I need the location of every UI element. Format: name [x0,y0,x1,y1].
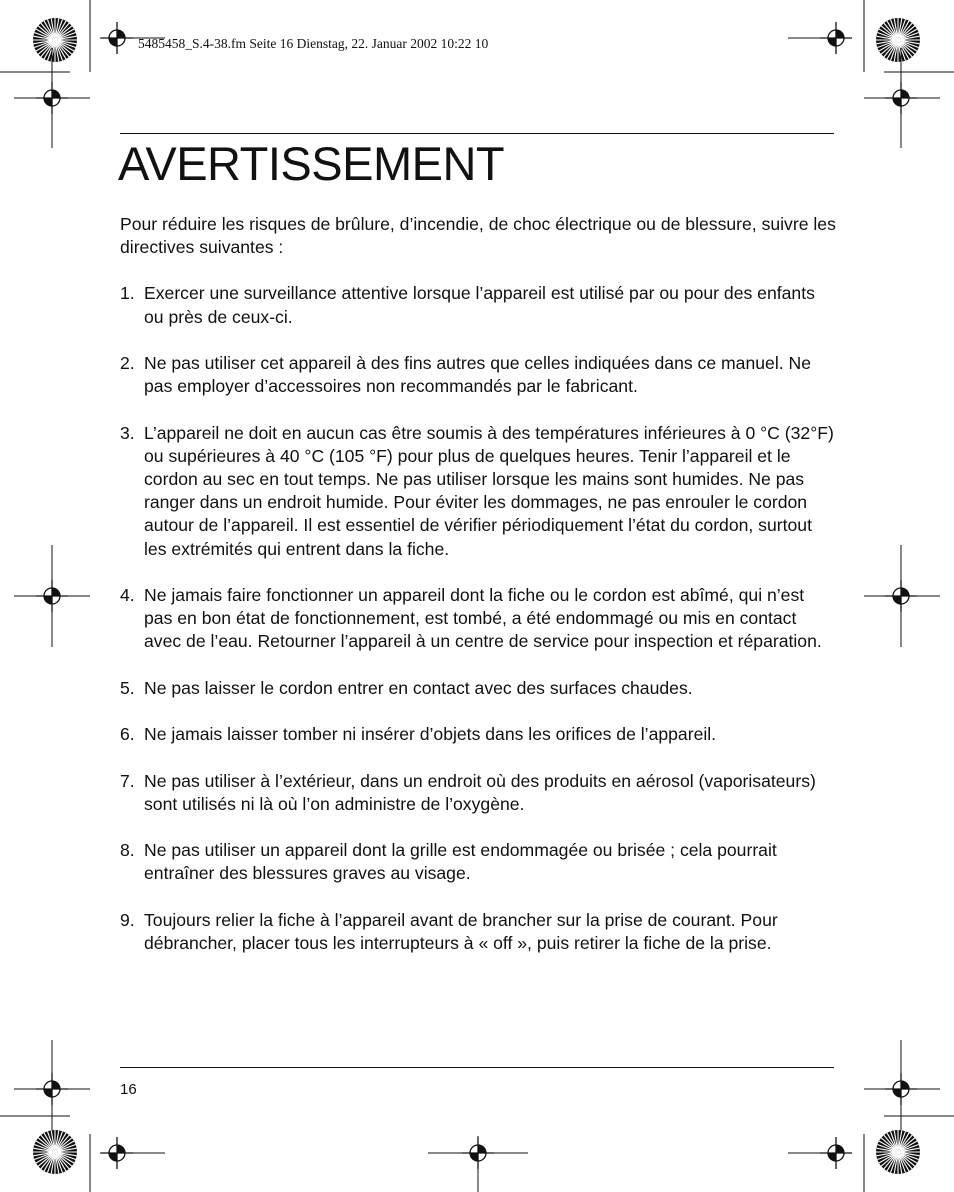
list-item [120,677,836,700]
item-number: 8. [120,840,135,861]
item-number: 1. [120,283,135,304]
list-item [120,839,836,885]
list-item [120,422,836,561]
bottom-rule [120,1067,834,1068]
list-item [120,909,836,955]
top-rule [120,133,834,134]
list-item [120,584,836,654]
item-text: Ne pas laisser le cordon entrer en contact avec des surfaces chaudes. [144,677,693,698]
item-text: Toujours relier la fiche à l’appareil avant de brancher sur la prise de courant. Pour débrancher, placer tous les interrupteurs à « off », puis retirer la fiche de la prise. [144,909,778,953]
starburst-calibration-icon [876,18,920,62]
item-text: Exercer une surveillance attentive lorsque l’appareil est utilisé par ou pour des enfants ou près de ceux-ci. [144,283,815,327]
warning-content [120,213,836,978]
item-text: Ne jamais laisser tomber ni insérer d’objets dans les orifices de l’appareil. [144,724,717,745]
warning-list [120,282,836,955]
page-title: AVERTISSEMENT [118,137,505,190]
list-item [120,282,836,328]
item-number: 2. [120,353,135,373]
item-text: Ne pas utiliser à l’extérieur, dans un endroit où des produits en aérosol (vaporisateurs) sont utilisés ni là où l’on administre de l’oxygène. [144,770,816,814]
starburst-calibration-icon [876,1130,920,1174]
item-text: Ne pas utiliser un appareil dont la grille est endommagée ou brisée ; cela pourrait entraîner des blessures graves au visage. [144,840,777,884]
item-number: 3. [120,422,135,443]
starburst-calibration-icon [33,1130,77,1174]
list-item [120,723,836,746]
item-text: Ne jamais faire fonctionner un appareil dont la fiche ou le cordon est abîmé, qui n’est pas en bon état de fonctionnement, est tombé, a été endommagé ou mis en contact avec de l’eau. Retourner l’appareil à un centre de service pour inspection et réparation. [144,585,822,652]
page-number: 16 [120,1081,137,1098]
item-text: L’appareil ne doit en aucun cas être soumis à des températures inférieures à 0 °C (32°F) ou supérieures à 40 °C (105 °F) pour plus de quelques heures. Tenir l’appareil et le cordon au sec en tout temps. Ne pas utiliser lorsque les mains sont humides. Ne pas ranger dans un endroit humide. Pour éviter les dommages, ne pas enrouler le cordon autour de l’appareil. Il est essentiel de vérifier périodiquement l’état du cordon, surtout les extrémités qui entrent dans la fiche. [144,422,834,559]
item-number: 7. [120,770,135,791]
item-text: Ne pas utiliser cet appareil à des fins autres que celles indiquées dans ce manuel. Ne pas employer d’accessoires non recommandés par le fabricant. [144,353,811,397]
starburst-calibration-icon [33,18,77,62]
item-number: 5. [120,677,135,698]
intro-paragraph: Pour réduire les risques de brûlure, d’incendie, de choc électrique ou de blessure, suivre les directives suivantes : [120,214,836,258]
printer-slug-line: 5485458_S.4-38.fm Seite 16 Dienstag, 22. Januar 2002 10:22 10 [138,36,489,51]
list-item [120,770,836,816]
item-number: 9. [120,909,135,930]
list-item [120,352,836,398]
item-number: 4. [120,585,135,605]
item-number: 6. [120,724,135,745]
